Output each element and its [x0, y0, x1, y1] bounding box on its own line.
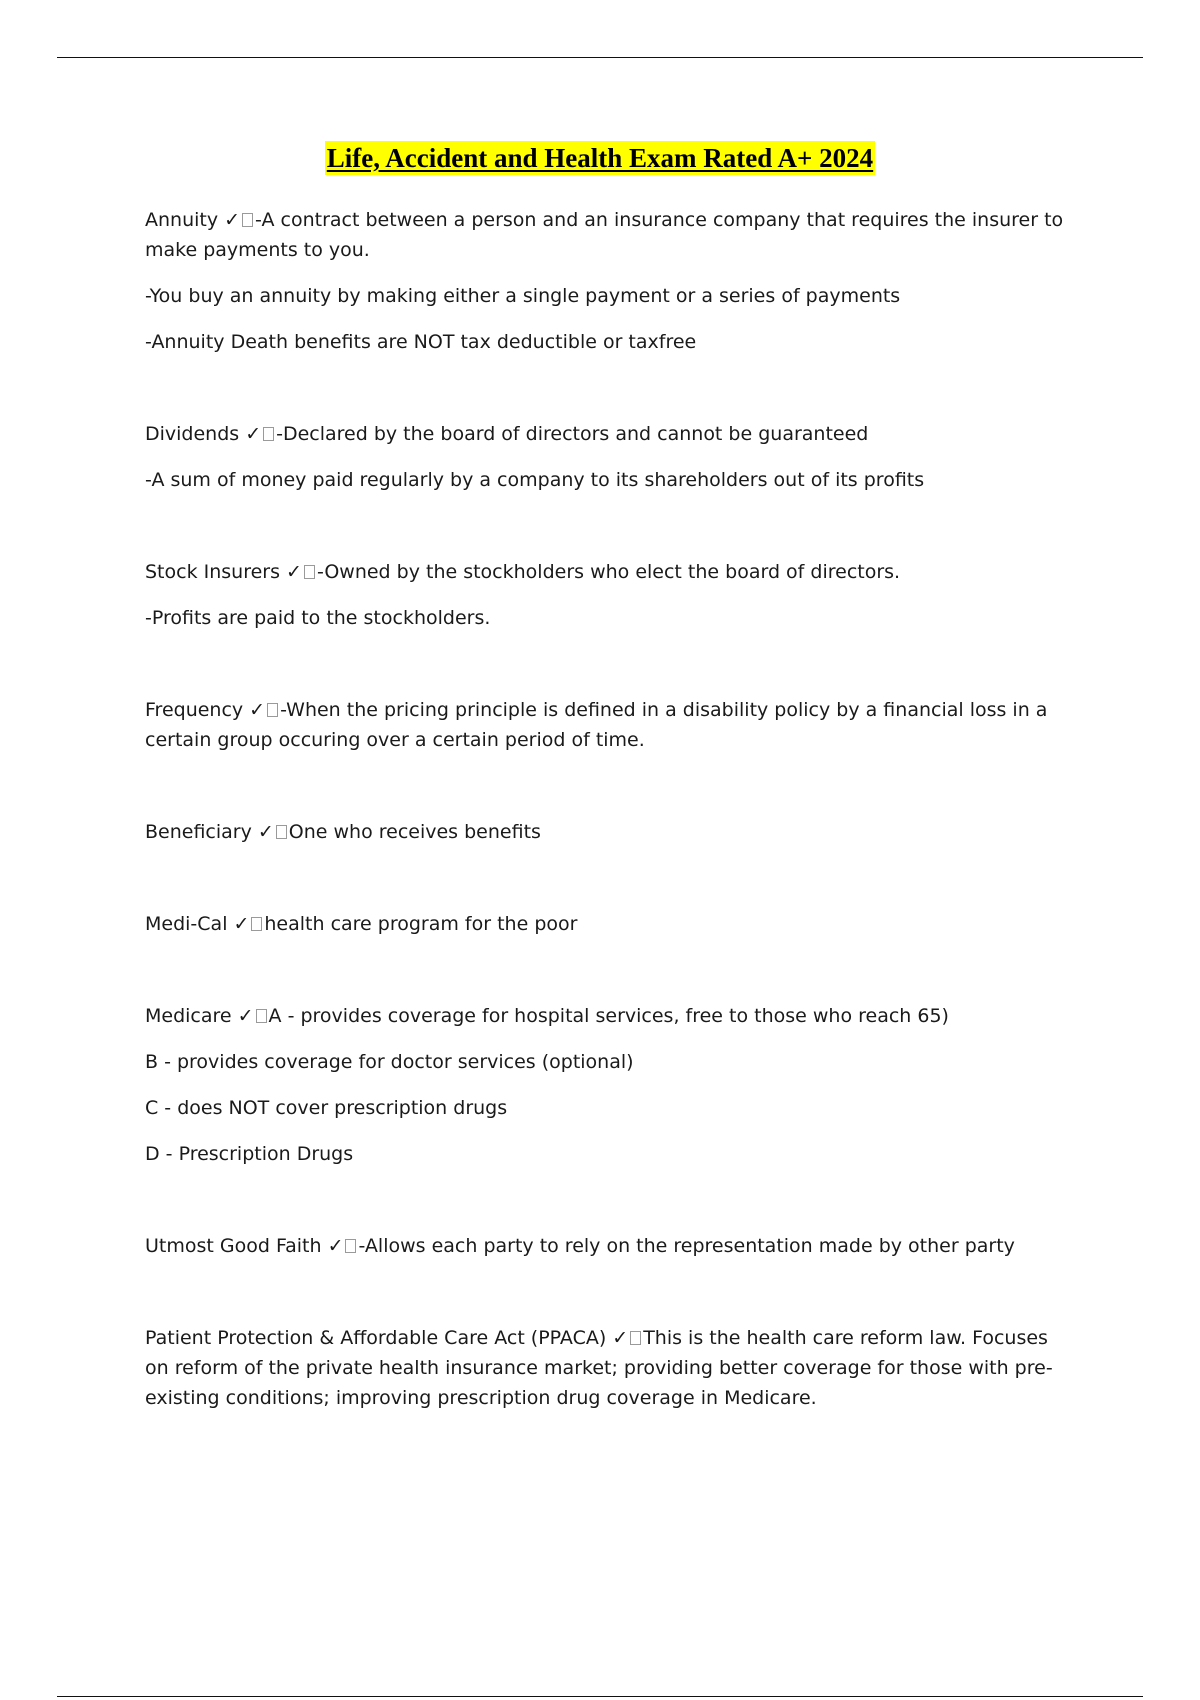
term: Utmost Good Faith: [145, 1235, 322, 1257]
footer-rule: [57, 1696, 1143, 1697]
definition-line: -Annuity Death benefits are NOT tax deductible or taxfree: [145, 331, 697, 353]
term: Patient Protection & Affordable Care Act (PPACA): [145, 1327, 607, 1349]
check-icon: ✓: [249, 699, 266, 721]
placeholder-box-icon: [267, 703, 278, 717]
entry-first-line: [145, 557, 1075, 587]
entry-first-line: [145, 1231, 1075, 1261]
definition-line: B - provides coverage for doctor services (optional): [145, 1051, 634, 1073]
definition: One who receives benefits: [288, 821, 541, 843]
entry-first-line: [145, 695, 1075, 755]
definition-line: C - does NOT cover prescription drugs: [145, 1097, 508, 1119]
placeholder-box-icon: [630, 1331, 641, 1345]
check-icon: ✓: [245, 423, 262, 445]
check-icon: ✓: [237, 1005, 254, 1027]
flashcard-entry: [145, 1231, 1075, 1261]
placeholder-box-icon: [242, 213, 253, 227]
definition: -A contract between a person and an insurance company that requires the insurer to make payments to you.: [145, 209, 1064, 261]
definition-line: -You buy an annuity by making either a single payment or a series of payments: [145, 285, 901, 307]
check-icon: ✓: [224, 209, 241, 231]
definition: A - provides coverage for hospital services, free to those who reach 65): [268, 1005, 949, 1027]
check-icon: ✓: [233, 913, 250, 935]
document-title: Life, Accident and Health Exam Rated A+ 2024: [326, 143, 874, 173]
flashcard-list: [145, 205, 1075, 1429]
flashcard-entry: [145, 205, 1075, 357]
definition-line: D - Prescription Drugs: [145, 1143, 354, 1165]
flashcard-entry: [145, 909, 1075, 939]
definition: -Allows each party to rely on the representation made by other party: [358, 1235, 1015, 1257]
term: Medi-Cal: [145, 913, 228, 935]
flashcard-entry: [145, 1001, 1075, 1169]
term: Stock Insurers: [145, 561, 281, 583]
term: Frequency: [145, 699, 244, 721]
title-container: [0, 141, 1200, 175]
placeholder-box-icon: [251, 917, 262, 931]
entry-first-line: [145, 909, 1075, 939]
definition: -When the pricing principle is defined in a disability policy by a financial loss in a certain group occuring over a certain period of time.: [145, 699, 1048, 751]
check-icon: ✓: [327, 1235, 344, 1257]
entry-first-line: [145, 419, 1075, 449]
flashcard-entry: [145, 419, 1075, 495]
entry-first-line: [145, 1323, 1075, 1413]
definition: This is the health care reform law. Focuses on reform of the private health insurance market; providing better coverage for those with pre-existing conditions; improving prescription drug coverage in Medicare.: [145, 1327, 1053, 1409]
placeholder-box-icon: [256, 1009, 267, 1023]
term: Dividends: [145, 423, 240, 445]
definition: -Owned by the stockholders who elect the board of directors.: [316, 561, 901, 583]
placeholder-box-icon: [263, 427, 274, 441]
definition: health care program for the poor: [264, 913, 578, 935]
flashcard-entry: [145, 1323, 1075, 1413]
entry-first-line: [145, 817, 1075, 847]
term: Medicare: [145, 1005, 232, 1027]
placeholder-box-icon: [345, 1239, 356, 1253]
placeholder-box-icon: [304, 565, 315, 579]
flashcard-entry: [145, 695, 1075, 755]
header-rule: [57, 57, 1143, 58]
term: Annuity: [145, 209, 219, 231]
definition-line: -Profits are paid to the stockholders.: [145, 607, 491, 629]
placeholder-box-icon: [276, 825, 287, 839]
term: Beneficiary: [145, 821, 252, 843]
definition: -Declared by the board of directors and cannot be guaranteed: [276, 423, 869, 445]
entry-first-line: [145, 1001, 1075, 1031]
flashcard-entry: [145, 557, 1075, 633]
entry-first-line: [145, 205, 1075, 265]
definition-line: -A sum of money paid regularly by a company to its shareholders out of its profits: [145, 469, 925, 491]
check-icon: ✓: [257, 821, 274, 843]
check-icon: ✓: [286, 561, 302, 583]
check-icon: ✓: [612, 1327, 629, 1349]
flashcard-entry: [145, 817, 1075, 847]
